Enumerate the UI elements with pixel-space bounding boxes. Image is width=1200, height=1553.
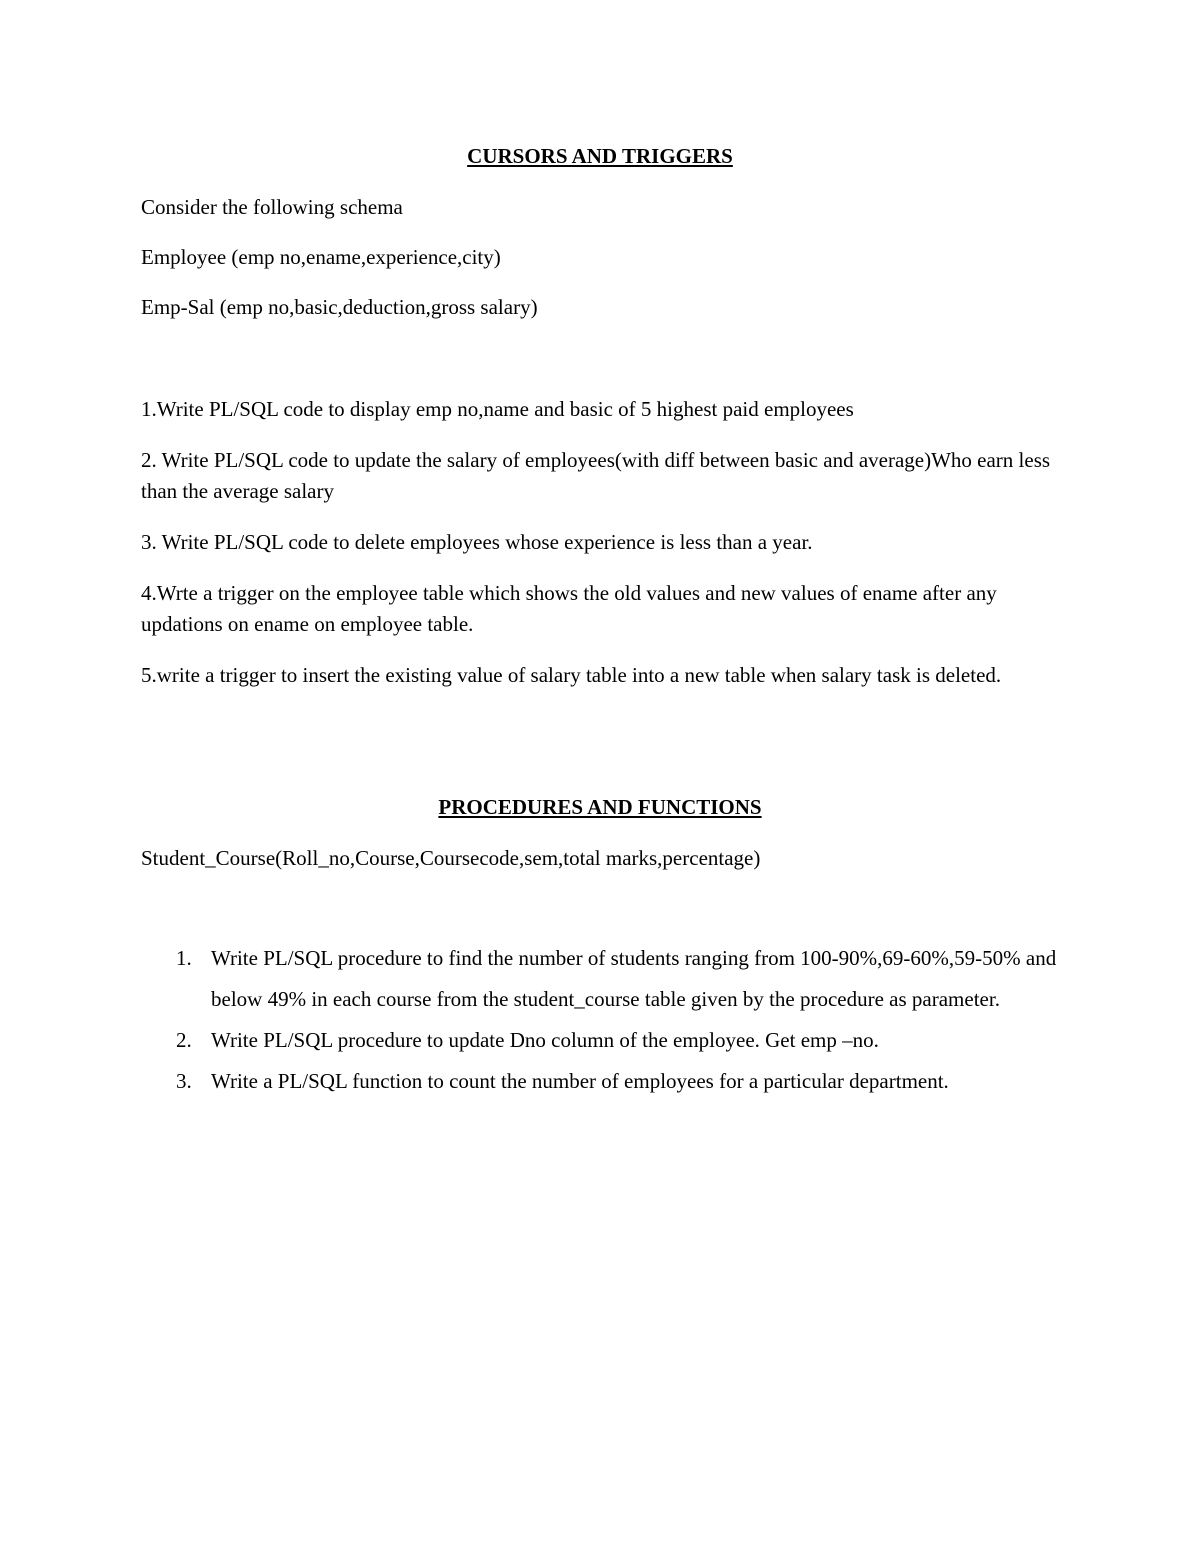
schema-intro: Consider the following schema	[141, 195, 403, 219]
list-item-text: Write PL/SQL procedure to update Dno column of the employee. Get emp –no.	[211, 1028, 879, 1052]
question-3: 3. Write PL/SQL code to delete employees whose experience is less than a year.	[141, 530, 813, 554]
schema-student-course: Student_Course(Roll_no,Course,Coursecode,sem,total marks,percentage)	[141, 846, 761, 870]
list-item-number: 3.	[176, 1069, 192, 1093]
list-item-text: Write a PL/SQL function to count the number of employees for a particular department.	[211, 1069, 949, 1093]
question-4: 4.Wrte a trigger on the employee table which shows the old values and new values of ename after any updations on ename on employee table.	[141, 581, 997, 636]
schema-employee: Employee (emp no,ename,experience,city)	[141, 245, 501, 269]
list-item-number: 1.	[176, 946, 192, 970]
section-heading-cursors-triggers: CURSORS AND TRIGGERS	[467, 144, 733, 168]
schema-emp-sal: Emp-Sal (emp no,basic,deduction,gross salary)	[141, 295, 538, 319]
section-heading-procedures-functions: PROCEDURES AND FUNCTIONS	[438, 795, 762, 819]
list-item	[141, 1020, 1061, 1061]
procedures-question-list	[141, 938, 1061, 1102]
question-5: 5.write a trigger to insert the existing value of salary table into a new table when salary task is deleted.	[141, 663, 1002, 687]
question-2: 2. Write PL/SQL code to update the salary of employees(with diff between basic and average)Who earn less than the average salary	[141, 448, 1051, 503]
list-item-number: 2.	[176, 1028, 192, 1052]
list-item-text: Write PL/SQL procedure to find the number of students ranging from 100-90%,69-60%,59-50% and below 49% in each course from the student_course table given by the procedure as parameter.	[211, 946, 1057, 1011]
list-item	[141, 1061, 1061, 1102]
question-1: 1.Write PL/SQL code to display emp no,name and basic of 5 highest paid employees	[141, 397, 854, 421]
list-item	[141, 938, 1061, 1020]
